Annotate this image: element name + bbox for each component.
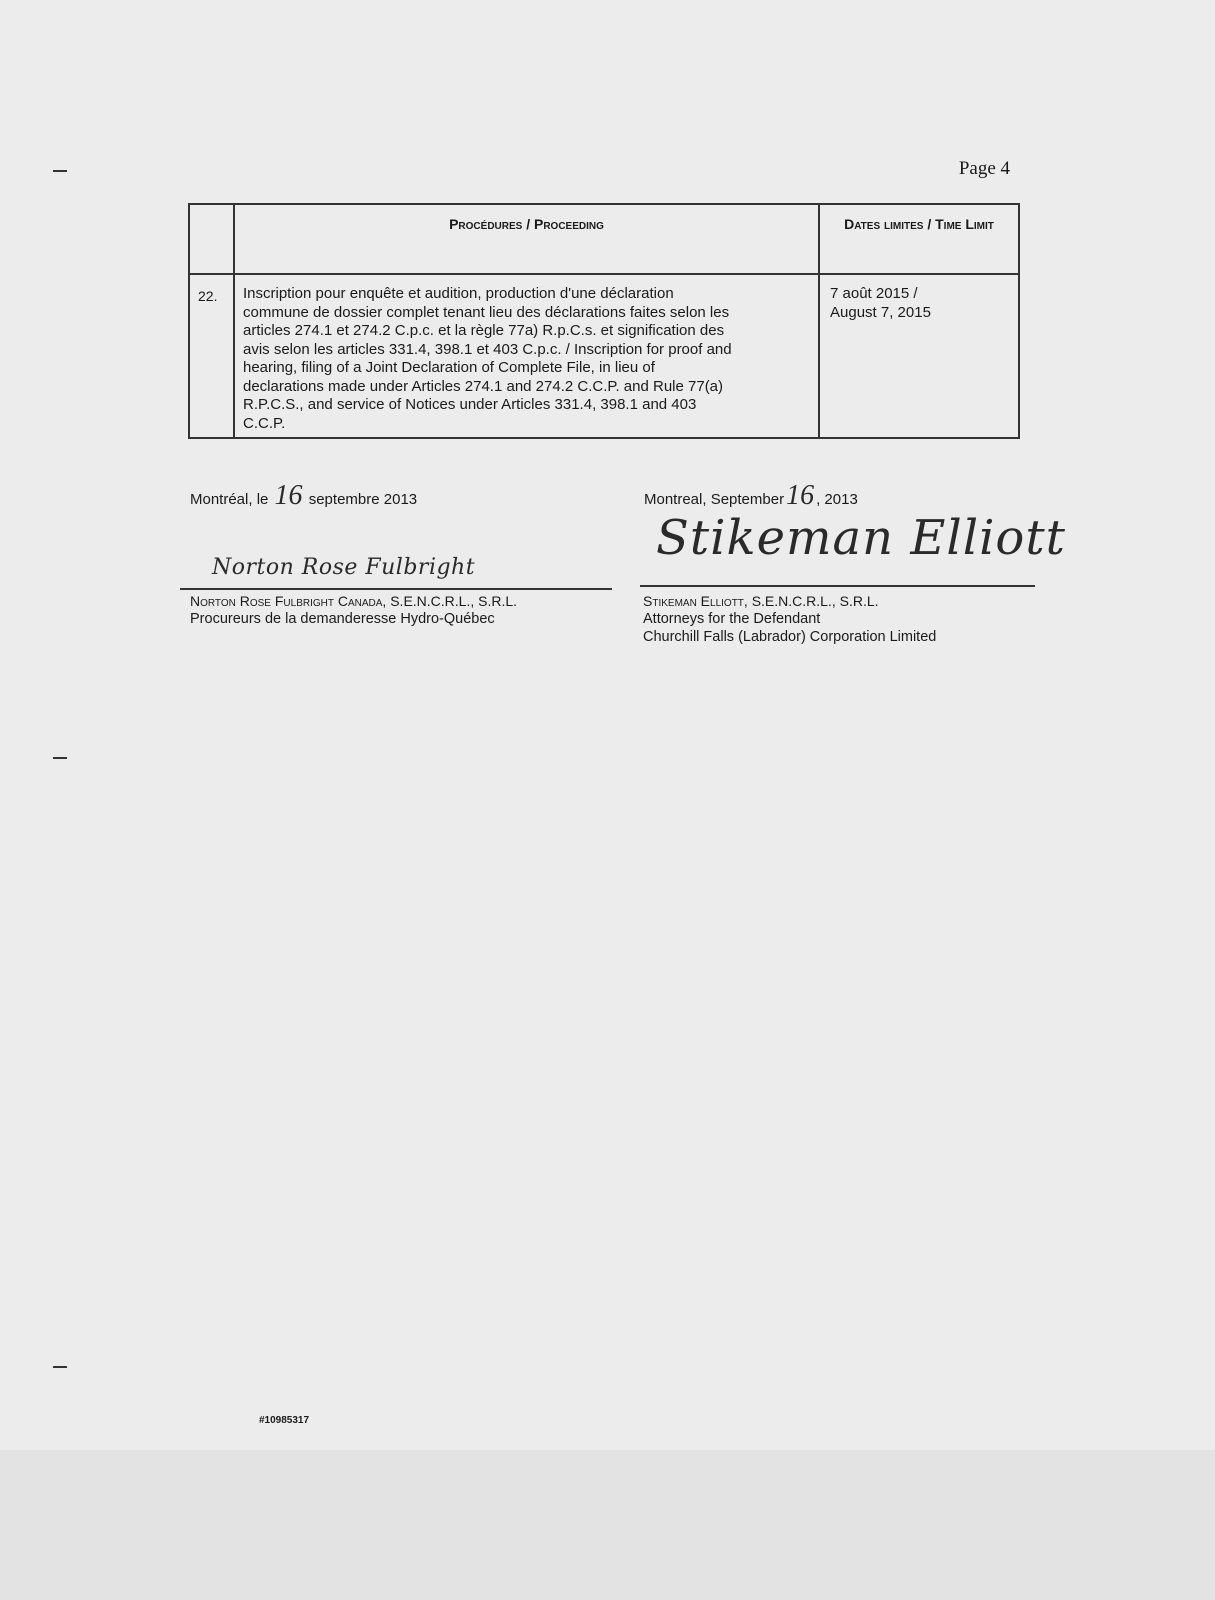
handwritten-signature-stikeman: Stikeman Elliott bbox=[656, 510, 1066, 566]
header-time-limit: Dates limites / Time Limit bbox=[819, 204, 1019, 274]
firm-role: Attorneys for the Defendant bbox=[643, 611, 821, 627]
date-prefix: Montréal, le bbox=[190, 491, 269, 508]
handwritten-signature-norton-rose: Norton Rose Fulbright bbox=[212, 555, 476, 580]
proceeding-line: R.P.C.S., and service of Notices under Articles 331.4, 398.1 and 403 bbox=[243, 396, 697, 413]
proceeding-line: declarations made under Articles 274.1 and 274.2 C.C.P. and Rule 77(a) bbox=[243, 377, 724, 395]
scan-edge-mark bbox=[53, 757, 67, 759]
signature-line bbox=[180, 588, 612, 590]
proceeding-line: Inscription pour enquête et audition, production d'une déclaration bbox=[243, 285, 674, 302]
firm-name: Norton Rose Fulbright Canada, S.E.N.C.R.L., S.R.L. bbox=[190, 593, 518, 609]
header-number bbox=[189, 204, 234, 274]
date-suffix: , 2013 bbox=[816, 491, 858, 508]
scan-edge-mark bbox=[53, 1366, 67, 1368]
date-prefix: Montreal, September bbox=[644, 491, 785, 508]
proceeding-line: avis selon les articles 331.4, 398.1 et 403 C.p.c. / Inscription for proof and bbox=[243, 340, 732, 358]
proceeding-line: commune de dossier complet tenant lieu des déclarations faites selon les bbox=[243, 303, 730, 321]
time-limit-line: 7 août 2015 / bbox=[830, 285, 918, 302]
page-bottom-shadow bbox=[0, 1450, 1215, 1600]
proceeding-line: articles 274.1 et 274.2 C.p.c. et la règle 77a) R.p.C.s. et signification des bbox=[243, 322, 725, 339]
signature-date-en bbox=[644, 480, 858, 512]
signature-block-plaintiff bbox=[190, 592, 517, 628]
row-number: 22. bbox=[189, 274, 234, 438]
signature-line bbox=[640, 585, 1035, 587]
document-reference: #10985317 bbox=[259, 1415, 310, 1426]
table-header-row bbox=[189, 204, 1019, 274]
proceeding-line: C.C.P. bbox=[243, 414, 286, 432]
proceeding-line: hearing, filing of a Joint Declaration of Complete File, in lieu of bbox=[243, 359, 655, 376]
header-proceeding: Procédures / Proceeding bbox=[234, 204, 819, 274]
firm-role: Procureurs de la demanderesse Hydro-Québec bbox=[190, 611, 495, 627]
proceedings-table bbox=[188, 203, 1020, 439]
firm-name: Stikeman Elliott, S.E.N.C.R.L., S.R.L. bbox=[643, 593, 879, 609]
page-number: Page 4 bbox=[958, 158, 1010, 179]
signature-block-defendant bbox=[643, 592, 936, 646]
row-time-limit bbox=[819, 274, 1019, 438]
table-row bbox=[189, 274, 1019, 438]
handwritten-day: 16 bbox=[786, 480, 815, 511]
date-suffix: septembre 2013 bbox=[308, 491, 418, 508]
handwritten-day: 16 bbox=[274, 480, 303, 511]
firm-role: Churchill Falls (Labrador) Corporation Limited bbox=[643, 629, 937, 645]
time-limit-line: August 7, 2015 bbox=[830, 303, 931, 321]
signature-date-fr bbox=[190, 480, 417, 512]
row-proceeding bbox=[234, 274, 819, 438]
scan-edge-mark bbox=[53, 170, 67, 172]
